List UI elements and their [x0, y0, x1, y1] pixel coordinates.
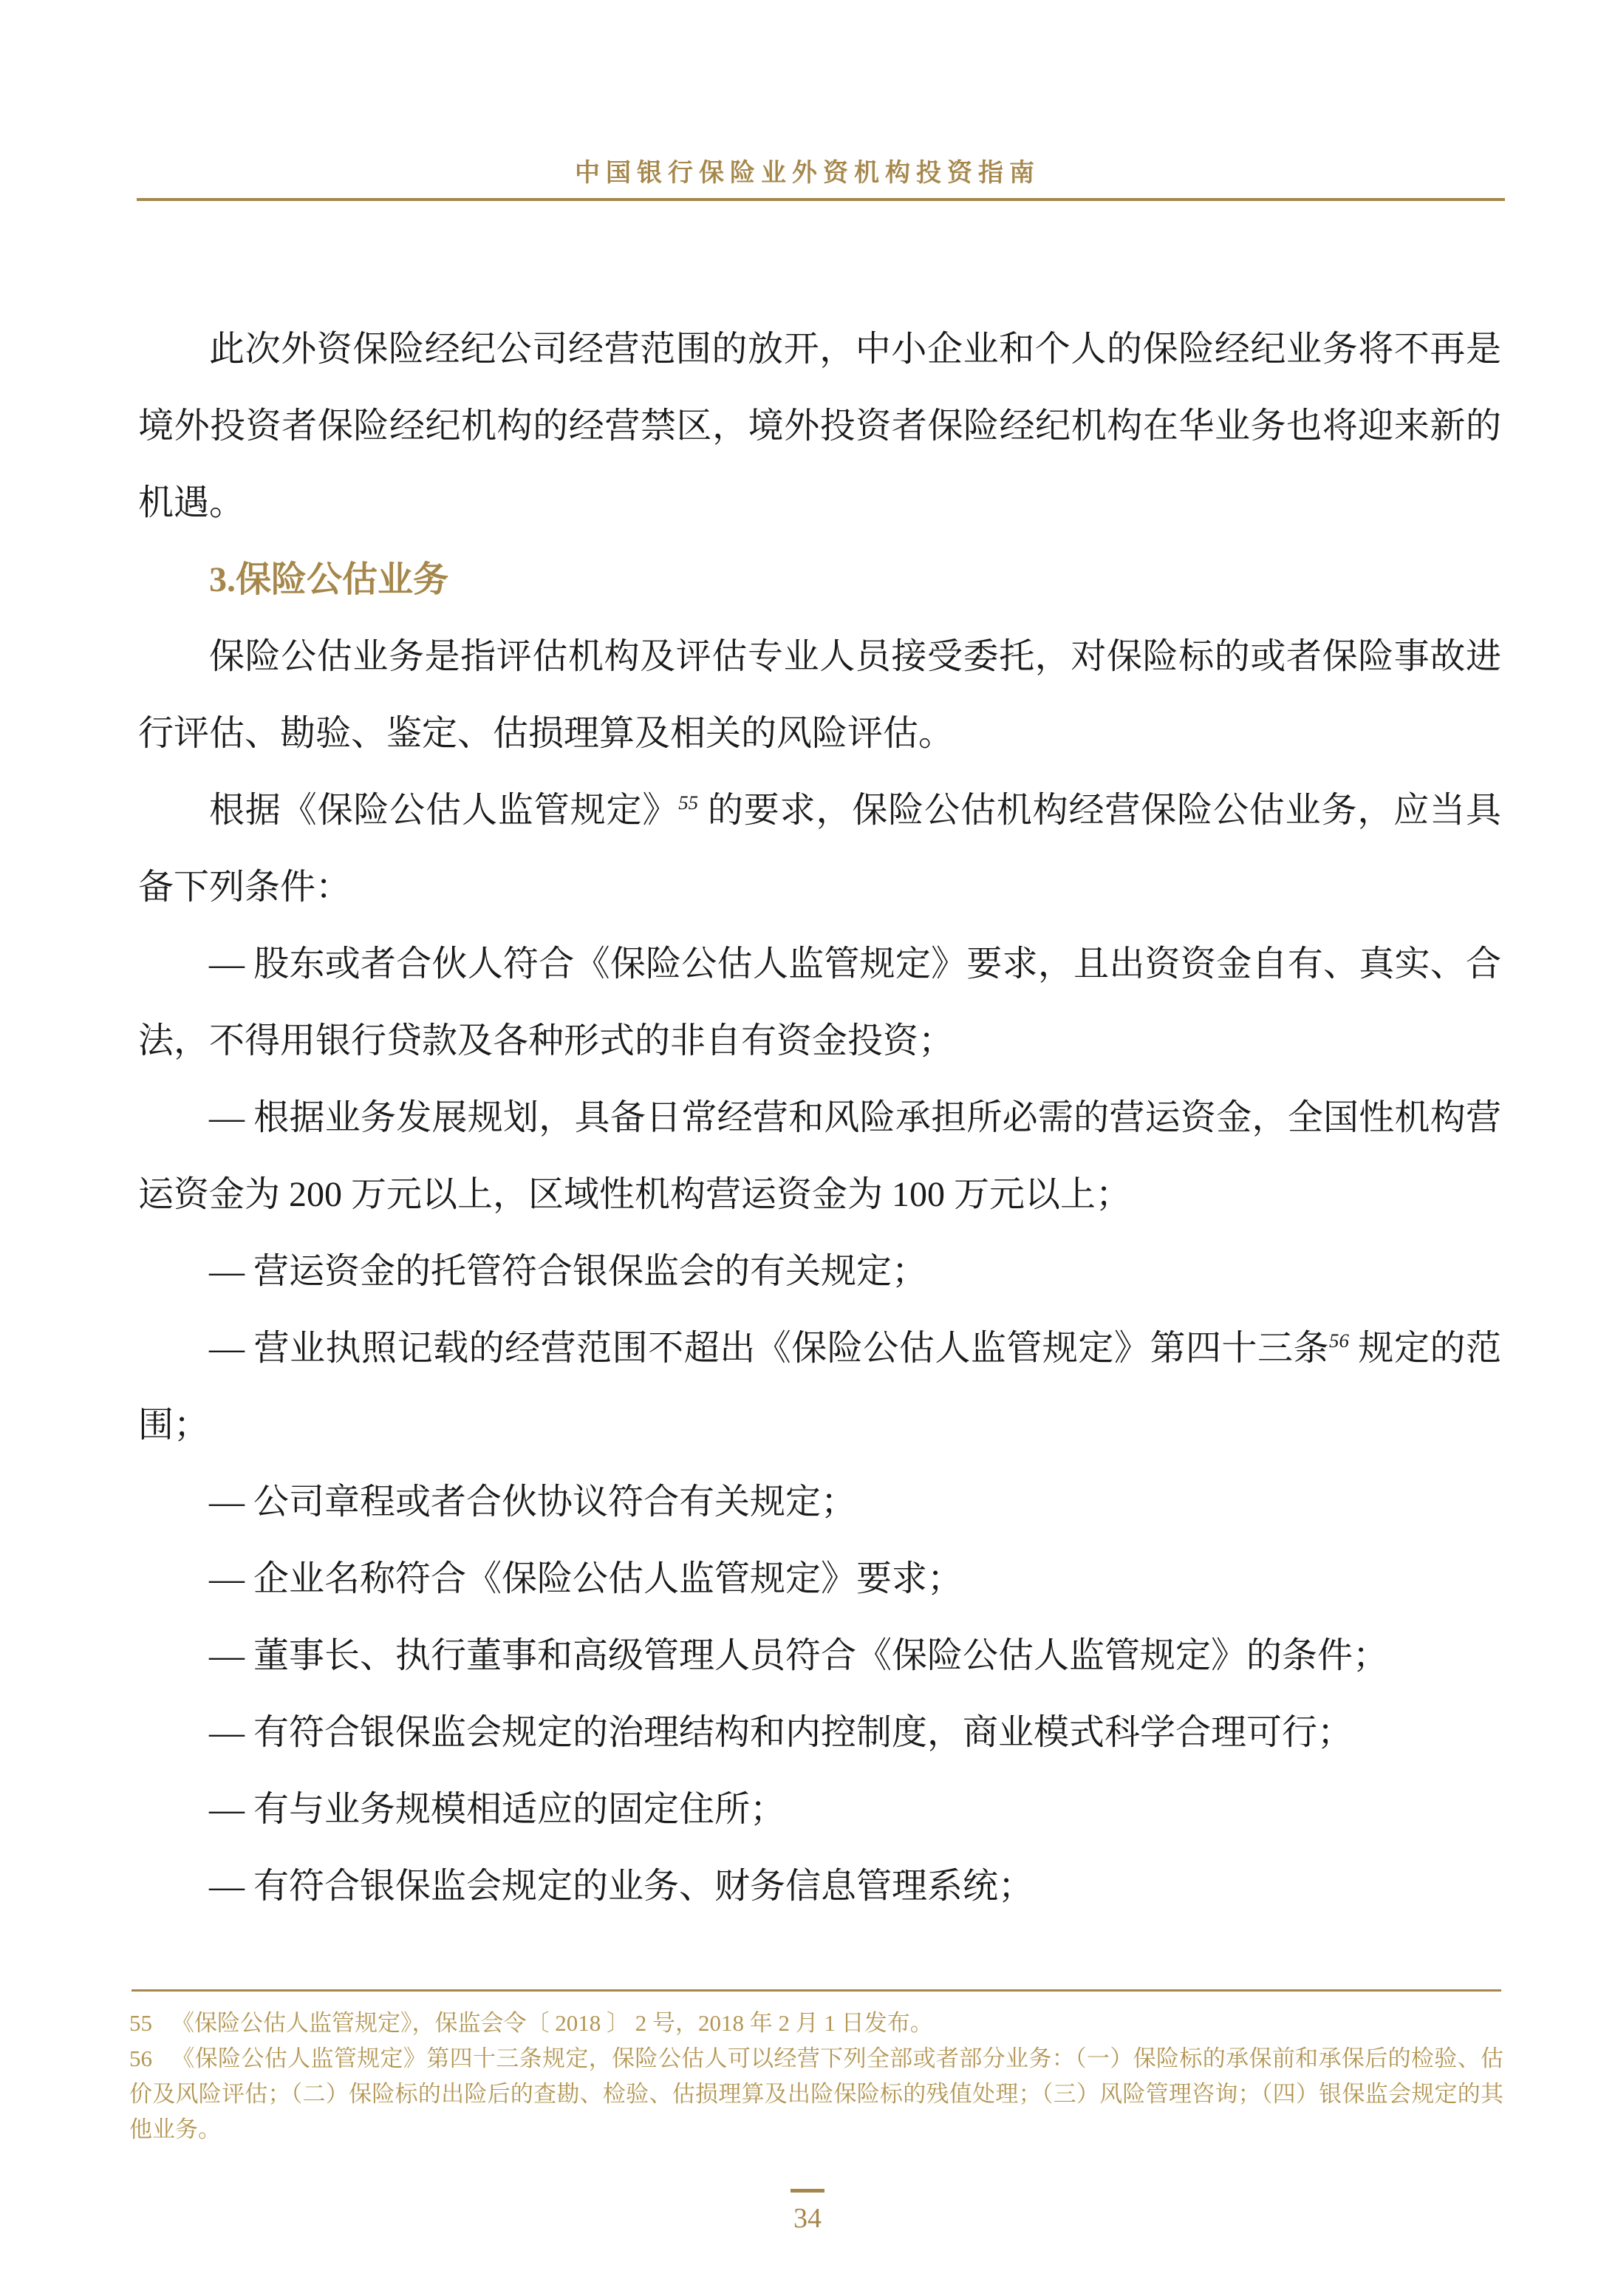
page-number: 34: [793, 2203, 822, 2234]
footnote-ref-56: 56: [1329, 1329, 1349, 1352]
bullet-text: — 营业执照记载的经营范围不超出《保险公估人监管规定》第四十三条: [209, 1329, 1330, 1368]
footnote-rule: [132, 1989, 1501, 1992]
footnote-55: [129, 2006, 1503, 2041]
paragraph-text: 的要求，保险公估机构经营保险公估业务，应当具备下列条件：: [138, 791, 1501, 907]
bullet-item: [138, 1310, 1501, 1464]
bullet-item: — 营运资金的托管符合银保监会的有关规定；: [209, 1252, 928, 1291]
bullet-item: — 股东或者合伙人符合《保险公估人监管规定》要求，且出资资金自有、真实、合法，不得用银行贷款及各种形式的非自有资金投资；: [138, 944, 1501, 1060]
footnote-text: 《保险公估人监管规定》，保监会令〔 2018 〕 2 号，2018 年 2 月 1 日发布。: [171, 2010, 933, 2036]
bullet-item: — 有与业务规模相适应的固定住所；: [209, 1790, 786, 1829]
footnote-ref-55: 55: [678, 791, 699, 814]
bullet-item: — 公司章程或者合伙协议符合有关规定；: [209, 1482, 857, 1522]
bullet-item: — 根据业务发展规划，具备日常经营和风险承担所必需的营运资金，全国性机构营运资金为 200 万元以上，区域性机构营运资金为 100 万元以上；: [138, 1098, 1501, 1214]
page-number-rule: [791, 2189, 824, 2193]
footnotes: [129, 2006, 1503, 2147]
bullet-text: 规定的范围；: [138, 1329, 1501, 1445]
header-rule: [137, 198, 1505, 201]
footnote-number: 55: [129, 2010, 152, 2036]
paragraph-text: 根据《保险公估人监管规定》: [209, 791, 679, 830]
bullet-item: — 董事长、执行董事和高级管理人员符合《保险公估人监管规定》的条件；: [209, 1636, 1389, 1675]
bullet-item: — 企业名称符合《保险公估人监管规定》要求；: [209, 1559, 963, 1598]
footnote-text: 《保险公估人监管规定》第四十三条规定，保险公估人可以经营下列全部或者部分业务：（一）保险标的承保前和承保后的检验、估价及风险评估；（二）保险标的出险后的查勘、检验、估损理算及出险保险标的残值处理；（三）风险管理咨询；（四）银保监会规定的其他业务。: [129, 2045, 1503, 2142]
footnote-number: 56: [129, 2045, 152, 2071]
paragraph-definition: 保险公估业务是指评估机构及评估专业人员接受委托，对保险标的或者保险事故进行评估、勘验、鉴定、估损理算及相关的风险评估。: [138, 637, 1501, 753]
section-heading: 3.保险公估业务: [209, 560, 449, 599]
bullet-item: — 有符合银保监会规定的治理结构和内控制度，商业模式科学合理可行；: [209, 1713, 1353, 1752]
paragraph-requirements: [138, 772, 1501, 926]
paragraph-intro: 此次外资保险经纪公司经营范围的放开，中小企业和个人的保险经纪业务将不再是境外投资者保险经纪机构的经营禁区，境外投资者保险经纪机构在华业务也将迎来新的机遇。: [138, 330, 1501, 522]
page-header-title: 中国银行保险业外资机构投资指南: [575, 159, 1040, 187]
footnote-56: [129, 2041, 1503, 2147]
bullet-item: — 有符合银保监会规定的业务、财务信息管理系统；: [209, 1867, 1034, 1906]
body-text: [138, 311, 1501, 1925]
